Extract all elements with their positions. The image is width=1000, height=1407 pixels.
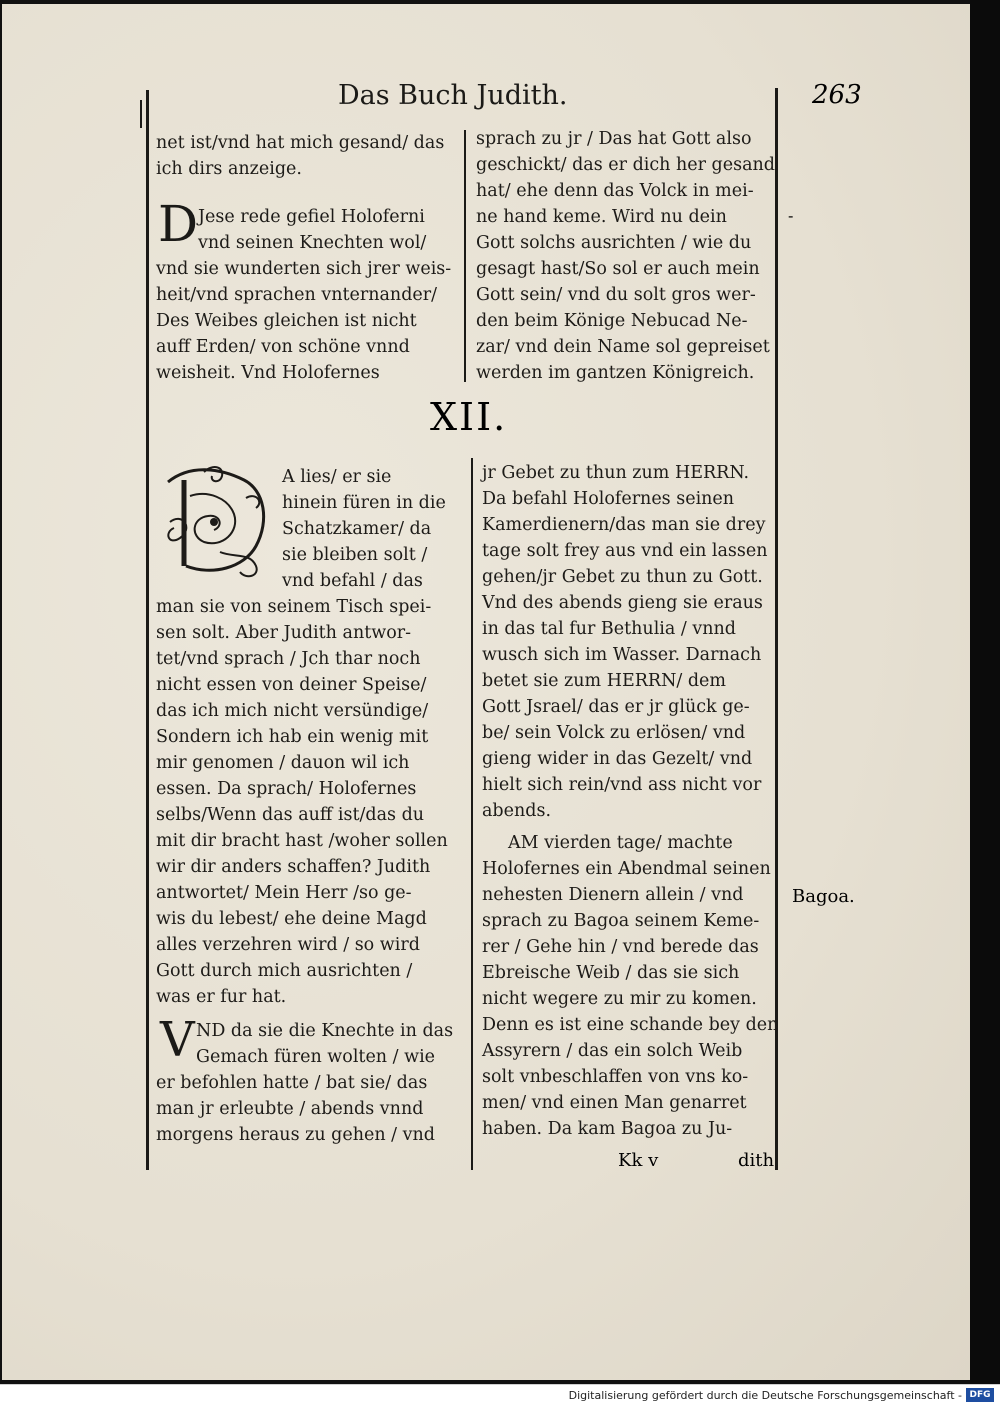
text-line: gehen/jr Gebet zu thun zu Gott.: [482, 567, 763, 587]
text-line: wusch sich im Wasser. Darnach: [482, 645, 762, 665]
text-line: den beim Könige Nebucad Ne-: [476, 311, 748, 331]
text-line: jr Gebet zu thun zum HERRN.: [482, 463, 750, 483]
top-left-column: [156, 130, 444, 182]
text-line: Gott durch mich ausrichten /: [156, 961, 413, 981]
text-line: tet/vnd sprach / Jch thar noch: [156, 649, 421, 669]
footer-bar: [0, 1384, 1000, 1407]
text-line: Da befahl Holofernes seinen: [482, 489, 735, 509]
text-line: man sie von seinem Tisch spei-: [156, 597, 432, 617]
initial-d: D: [158, 195, 199, 253]
text-line: rer / Gehe hin / vnd berede das: [482, 937, 759, 957]
text-line: mit dir bracht hast /woher sollen: [156, 831, 448, 851]
page-number: 263: [812, 80, 862, 110]
text-line: weisheit. Vnd Holofernes: [156, 363, 380, 383]
text-line: hielt sich rein/vnd ass nicht vor: [482, 775, 762, 795]
text-line: sen solt. Aber Judith antwor-: [156, 623, 412, 643]
para2-body: [156, 256, 451, 386]
center-rule-bottom: [471, 458, 473, 1170]
text-line: vnd befahl / das: [282, 571, 423, 591]
initial-v: V: [160, 1012, 195, 1068]
para-am-body: [482, 856, 778, 1142]
text-line: morgens heraus zu gehen / vnd: [156, 1125, 436, 1145]
ch12-left-column: [156, 594, 448, 1010]
text-line: sprach zu jr / Das hat Gott also: [476, 129, 752, 149]
para-am-first: [508, 830, 733, 856]
text-line: Schatzkamer/ da: [282, 519, 432, 539]
signature-mark: Kk v: [618, 1150, 659, 1171]
text-line: AM vierden tage/ machte: [508, 833, 733, 853]
text-line: ne hand keme. Wird nu dein: [476, 207, 727, 227]
text-line: Ebreische Weib / das sie sich: [482, 963, 740, 983]
text-line: gesagt hast/So sol er auch mein: [476, 259, 760, 279]
text-line: sprach zu Bagoa seinem Keme-: [482, 911, 760, 931]
text-line: haben. Da kam Bagoa zu Ju-: [482, 1119, 733, 1139]
text-line: wir dir anders schaffen? Judith: [156, 857, 431, 877]
running-head: Das Buch Judith.: [338, 80, 568, 111]
text-line: gieng wider in das Gezelt/ vnd: [482, 749, 753, 769]
text-line: be/ sein Volck zu erlösen/ vnd: [482, 723, 746, 743]
text-line: selbs/Wenn das auff ist/das du: [156, 805, 425, 825]
margin-note: Bagoa.: [792, 886, 855, 907]
text-line: er befohlen hatte / bat sie/ das: [156, 1073, 428, 1093]
text-line: hat/ ehe denn das Volck in mei-: [476, 181, 754, 201]
text-line: ND da sie die Knechte in das: [196, 1021, 454, 1041]
para2-indented: [198, 204, 426, 256]
text-line: Gemach füren wolten / wie: [196, 1047, 436, 1067]
text-line: men/ vnd einen Man genarret: [482, 1093, 747, 1113]
ch12-indented: [282, 464, 446, 594]
text-line: Vnd des abends gieng sie eraus: [482, 593, 763, 613]
text-line: werden im gantzen Königreich.: [476, 363, 755, 383]
text-line: Gott Jsrael/ das er jr glück ge-: [482, 697, 750, 717]
top-right-column: [476, 126, 775, 386]
text-line: geschickt/ das er dich her gesand: [476, 155, 776, 175]
center-rule-top: [464, 130, 466, 382]
text-line: tage solt frey aus vnd ein lassen: [482, 541, 768, 561]
text-line: in das tal fur Bethulia / vnnd: [482, 619, 736, 639]
text-line: Assyrern / das ein solch Weib: [482, 1041, 743, 1061]
text-line: nicht essen von deiner Speise/: [156, 675, 427, 695]
text-line: betet sie zum HERRN/ dem: [482, 671, 727, 691]
text-line: nicht wegere zu mir zu komen.: [482, 989, 757, 1009]
head-rule-left: [140, 100, 142, 128]
text-line: Jese rede gefiel Holoferni: [198, 207, 425, 227]
text-line: das ich mich nicht versündige/: [156, 701, 429, 721]
text-line: heit/vnd sprachen vnternander/: [156, 285, 438, 305]
scan-edge: [970, 0, 1000, 1384]
text-line: man jr erleubte / abends vnnd: [156, 1099, 424, 1119]
text-line: auff Erden/ von schöne vnnd: [156, 337, 410, 357]
text-line: vnd sie wunderten sich jrer weis-: [156, 259, 452, 279]
text-line: net ist/vnd hat mich gesand/ das: [156, 133, 445, 153]
text-line: abends.: [482, 801, 552, 821]
left-border-rule: [146, 90, 149, 1170]
text-line: wis du lebest/ ehe deine Magd: [156, 909, 427, 929]
text-line: Gott sein/ vnd du solt gros wer-: [476, 285, 756, 305]
text-line: alles verzehren wird / so wird: [156, 935, 420, 955]
text-line: Des Weibes gleichen ist nicht: [156, 311, 417, 331]
text-line: Gott solchs ausrichten / wie du: [476, 233, 752, 253]
para-v-body: [156, 1070, 435, 1148]
ch12-right-column: [482, 460, 768, 824]
text-line: Holofernes ein Abendmal seinen: [482, 859, 771, 879]
para-v-indented: [196, 1018, 453, 1070]
dfg-logo-icon: DFG: [966, 1388, 994, 1402]
text-line: ich dirs anzeige.: [156, 159, 302, 179]
text-line: antwortet/ Mein Herr /so ge-: [156, 883, 412, 903]
chapter-heading: XII.: [430, 395, 508, 439]
text-line: Sondern ich hab ein wenig mit: [156, 727, 429, 747]
text-line: vnd seinen Knechten wol/: [198, 233, 427, 253]
funding-credit: Digitalisierung gefördert durch die Deutsche Forschungsgemeinschaft -: [568, 1389, 962, 1402]
text-line: sie bleiben solt /: [282, 545, 428, 565]
text-line: was er fur hat.: [156, 987, 287, 1007]
catchword: dith: [738, 1150, 775, 1171]
text-line: Kamerdienern/das man sie drey: [482, 515, 766, 535]
text-line: zar/ vnd dein Name sol gepreiset: [476, 337, 770, 357]
text-line: A lies/ er sie: [282, 467, 392, 487]
text-line: hinein füren in die: [282, 493, 446, 513]
text-line: Denn es ist eine schande bey den: [482, 1015, 779, 1035]
text-line: essen. Da sprach/ Holofernes: [156, 779, 417, 799]
margin-dash: -: [788, 206, 794, 225]
text-line: nehesten Dienern allein / vnd: [482, 885, 744, 905]
text-line: mir genomen / dauon wil ich: [156, 753, 410, 773]
text-line: solt vnbeschlaffen von vns ko-: [482, 1067, 749, 1087]
